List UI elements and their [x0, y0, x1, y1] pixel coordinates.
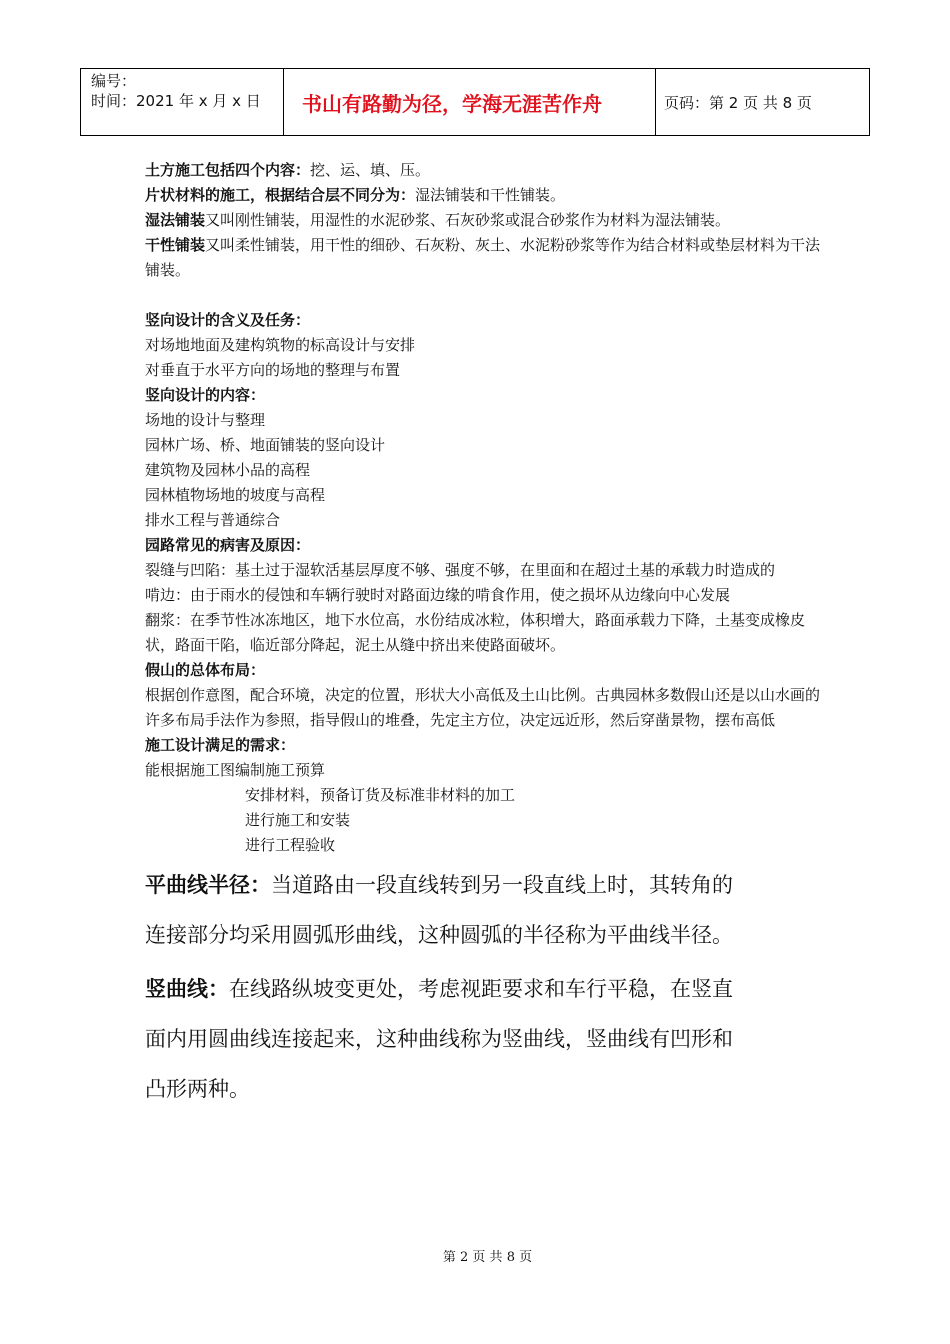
term: 平曲线半径：	[145, 873, 271, 897]
definition: 挖、运、填、压。	[310, 161, 431, 179]
term: 干性铺装	[145, 236, 206, 254]
section-heading: 竖向设计的含义及任务：	[145, 311, 311, 329]
paragraph: 翻浆：在季节性冰冻地区，地下水位高，水份结成冰粒，体积增大，路面承载力下降，土基变成橡皮状，路面干陷，临近部分降起，泥土从缝中挤出来使路面破坏。	[145, 611, 806, 654]
section-heading: 施工设计满足的需求：	[145, 736, 296, 754]
list-item: 对场地地面及建构筑物的标高设计与安排	[145, 336, 416, 354]
definition: 当道路由一段直线转到另一段直线上时，其转角的连接部分均采用圆弧形曲线，这种圆弧的半径称为平曲线半径。	[145, 873, 733, 947]
header-left-cell	[81, 69, 284, 135]
list-item: 进行施工和安装	[245, 811, 351, 829]
section-heading: 假山的总体布局：	[145, 661, 266, 679]
list-item: 对垂直于水平方向的场地的整理与布置	[145, 361, 401, 379]
definition: 又叫柔性铺装，用干性的细砂、石灰粉、灰土、水泥粉砂浆等作为结合材料或垫层材料为干法铺装。	[145, 236, 821, 279]
document-date: 时间：2021 年 x 月 x 日	[91, 92, 261, 110]
definition: 湿法铺装和干性铺装。	[415, 186, 566, 204]
paragraph: 根据创作意图，配合环境，决定的位置，形状大小高低及土山比例。古典园林多数假山还是以山水画的许多布局手法作为参照，指导假山的堆叠，先定主方位，决定远近形，然后穿凿景物，摆布高低	[145, 686, 821, 729]
term: 片状材料的施工，根据结合层不同分为：	[145, 186, 416, 204]
section-heading: 园路常见的病害及原因：	[145, 536, 311, 554]
term: 土方施工包括四个内容：	[145, 161, 311, 179]
document-body	[145, 158, 825, 1114]
list-item: 安排材料，预备订货及标准非材料的加工	[245, 786, 516, 804]
list-item: 场地的设计与整理	[145, 411, 266, 429]
header-page-info: 页码：第 2 页 共 8 页	[664, 93, 812, 112]
paragraph	[145, 158, 825, 183]
term: 竖曲线：	[145, 977, 229, 1001]
paragraph: 啃边：由于雨水的侵蚀和车辆行驶时对路面边缘的啃食作用，使之损坏从边缘向中心发展	[145, 586, 731, 604]
definition-paragraph	[145, 860, 735, 960]
definition-paragraph	[145, 964, 735, 1114]
definition: 在线路纵坡变更处，考虑视距要求和车行平稳，在竖直面内用圆曲线连接起来，这种曲线称为竖曲线，竖曲线有凹形和凸形两种。	[145, 977, 733, 1101]
paragraph	[145, 233, 825, 283]
header-motto: 书山有路勤为径，学海无涯苦作舟	[284, 69, 656, 135]
page-footer: 第 2 页 共 8 页	[442, 1250, 533, 1265]
list-item: 排水工程与普通综合	[145, 511, 281, 529]
paragraph: 裂缝与凹陷：基土过于湿软活基层厚度不够、强度不够，在里面和在超过土基的承载力时造成的	[145, 561, 776, 579]
definition: 又叫刚性铺装，用湿性的水泥砂浆、石灰砂浆或混合砂浆作为材料为湿法铺装。	[205, 211, 731, 229]
term: 湿法铺装	[145, 211, 206, 229]
section-heading: 竖向设计的内容：	[145, 386, 266, 404]
paragraph	[145, 183, 825, 208]
list-item: 园林植物场地的坡度与高程	[145, 486, 326, 504]
list-item: 进行工程验收	[245, 836, 336, 854]
list-item: 能根据施工图编制施工预算	[145, 761, 326, 779]
paragraph	[145, 208, 825, 233]
document-number-label: 编号：	[91, 72, 137, 90]
header-table	[80, 68, 870, 136]
list-item: 建筑物及园林小品的高程	[145, 461, 311, 479]
list-item: 园林广场、桥、地面铺装的竖向设计	[145, 436, 386, 454]
